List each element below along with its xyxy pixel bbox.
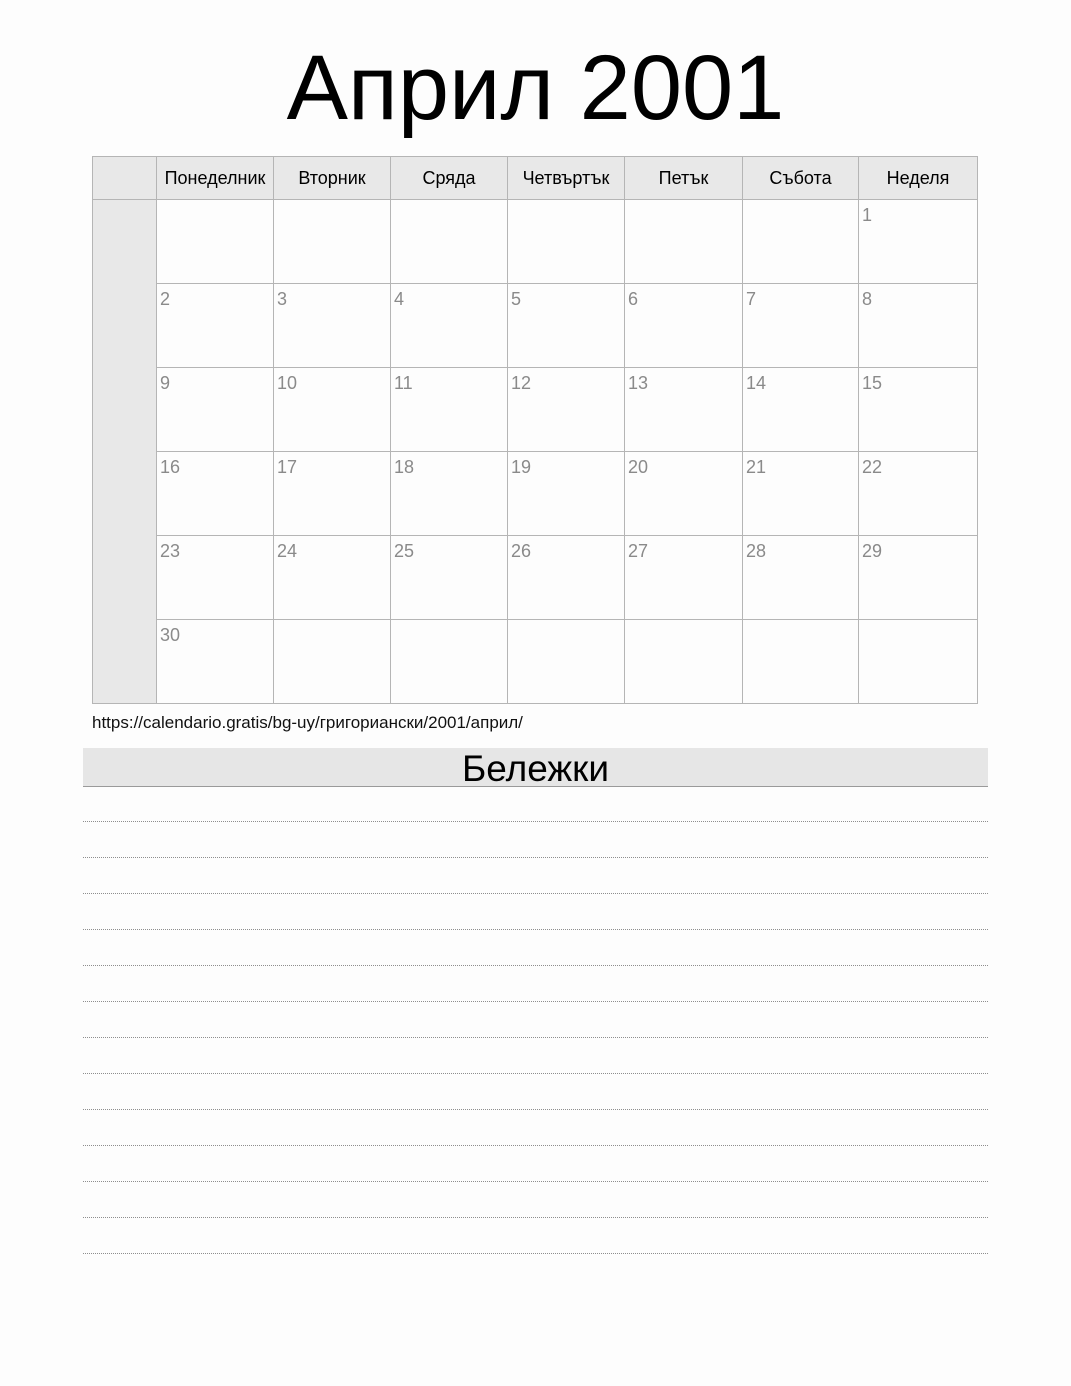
weekday-header: Събота xyxy=(743,157,859,200)
day-number: 11 xyxy=(394,373,413,393)
day-number: 24 xyxy=(277,541,298,561)
week-number-column xyxy=(93,200,157,704)
week-number-header xyxy=(93,157,157,200)
day-number: 1 xyxy=(862,205,873,225)
week-row xyxy=(93,620,978,704)
day-number xyxy=(859,620,977,625)
day-cell xyxy=(859,620,978,704)
week-row xyxy=(93,452,978,536)
weekday-header: Неделя xyxy=(859,157,978,200)
day-number: 15 xyxy=(862,373,883,393)
day-number: 7 xyxy=(746,289,757,309)
day-number: 29 xyxy=(862,541,883,561)
day-number: 3 xyxy=(277,289,288,309)
weekday-header: Петък xyxy=(625,157,743,200)
day-cell xyxy=(743,536,859,620)
day-cell xyxy=(274,536,391,620)
page-title: Април 2001 xyxy=(286,37,785,139)
note-line xyxy=(83,966,988,1002)
day-number: 22 xyxy=(862,457,883,477)
day-cell xyxy=(859,200,978,284)
source-url: https://calendario.gratis/bg-uy/григориански/2001/април/ xyxy=(92,713,523,732)
day-number xyxy=(625,620,742,625)
day-cell xyxy=(508,200,625,284)
day-cell xyxy=(391,368,508,452)
day-cell xyxy=(274,452,391,536)
day-number: 8 xyxy=(862,289,873,309)
day-cell xyxy=(625,620,743,704)
day-cell xyxy=(391,620,508,704)
day-number: 23 xyxy=(160,541,181,561)
day-cell xyxy=(625,368,743,452)
note-line xyxy=(83,1038,988,1074)
day-number: 12 xyxy=(511,373,532,393)
calendar-grid xyxy=(92,156,978,704)
day-number xyxy=(743,200,858,205)
week-row xyxy=(93,200,978,284)
day-number xyxy=(508,620,624,625)
day-cell xyxy=(391,200,508,284)
note-line xyxy=(83,1110,988,1146)
day-cell xyxy=(508,284,625,368)
day-cell xyxy=(743,452,859,536)
day-number: 16 xyxy=(160,457,181,477)
day-cell xyxy=(625,200,743,284)
day-cell xyxy=(508,536,625,620)
day-number xyxy=(391,200,507,205)
day-number: 14 xyxy=(746,373,767,393)
note-line xyxy=(83,1182,988,1218)
day-cell xyxy=(743,284,859,368)
notes-heading: Бележки xyxy=(83,748,988,787)
day-number: 20 xyxy=(628,457,649,477)
day-number: 21 xyxy=(746,457,767,477)
day-cell xyxy=(157,536,274,620)
note-line xyxy=(83,822,988,858)
week-row xyxy=(93,536,978,620)
day-number: 28 xyxy=(746,541,767,561)
day-cell xyxy=(859,536,978,620)
day-number: 6 xyxy=(628,289,639,309)
day-cell xyxy=(157,368,274,452)
day-cell xyxy=(743,368,859,452)
day-number: 17 xyxy=(277,457,298,477)
note-line xyxy=(83,858,988,894)
day-number: 5 xyxy=(511,289,522,309)
note-line xyxy=(83,894,988,930)
day-number: 19 xyxy=(511,457,532,477)
note-line xyxy=(83,786,988,822)
day-cell xyxy=(157,620,274,704)
day-cell xyxy=(508,452,625,536)
day-cell xyxy=(625,452,743,536)
day-cell xyxy=(859,284,978,368)
day-number: 4 xyxy=(394,289,405,309)
day-number: 9 xyxy=(160,373,171,393)
day-cell xyxy=(625,536,743,620)
day-number: 27 xyxy=(628,541,649,561)
notes-lines xyxy=(83,786,988,1254)
day-cell xyxy=(508,368,625,452)
weekday-header: Четвъртък xyxy=(508,157,625,200)
day-number xyxy=(274,620,390,625)
note-line xyxy=(83,1074,988,1110)
note-line xyxy=(83,1002,988,1038)
day-number xyxy=(625,200,742,205)
note-line xyxy=(83,1218,988,1254)
day-number: 26 xyxy=(511,541,532,561)
day-cell xyxy=(274,368,391,452)
day-number xyxy=(743,620,858,625)
weekday-header: Понеделник xyxy=(157,157,274,200)
day-number: 18 xyxy=(394,457,415,477)
day-cell xyxy=(391,284,508,368)
day-cell xyxy=(274,620,391,704)
day-cell xyxy=(625,284,743,368)
day-number xyxy=(508,200,624,205)
day-number: 2 xyxy=(160,289,171,309)
weekday-header-row xyxy=(93,157,978,200)
week-row xyxy=(93,368,978,452)
day-cell xyxy=(743,200,859,284)
week-row xyxy=(93,284,978,368)
note-line xyxy=(83,1146,988,1182)
day-number xyxy=(157,200,273,205)
day-number xyxy=(274,200,390,205)
day-number xyxy=(391,620,507,625)
day-cell xyxy=(508,620,625,704)
day-cell xyxy=(743,620,859,704)
day-number: 13 xyxy=(628,373,649,393)
day-cell xyxy=(859,368,978,452)
day-cell xyxy=(859,452,978,536)
day-cell xyxy=(157,284,274,368)
day-cell xyxy=(391,536,508,620)
day-cell xyxy=(157,452,274,536)
weekday-header: Вторник xyxy=(274,157,391,200)
day-cell xyxy=(157,200,274,284)
day-cell xyxy=(391,452,508,536)
weekday-header: Сряда xyxy=(391,157,508,200)
day-number: 10 xyxy=(277,373,298,393)
note-line xyxy=(83,930,988,966)
day-number: 25 xyxy=(394,541,415,561)
day-number: 30 xyxy=(160,625,181,645)
day-cell xyxy=(274,284,391,368)
day-cell xyxy=(274,200,391,284)
